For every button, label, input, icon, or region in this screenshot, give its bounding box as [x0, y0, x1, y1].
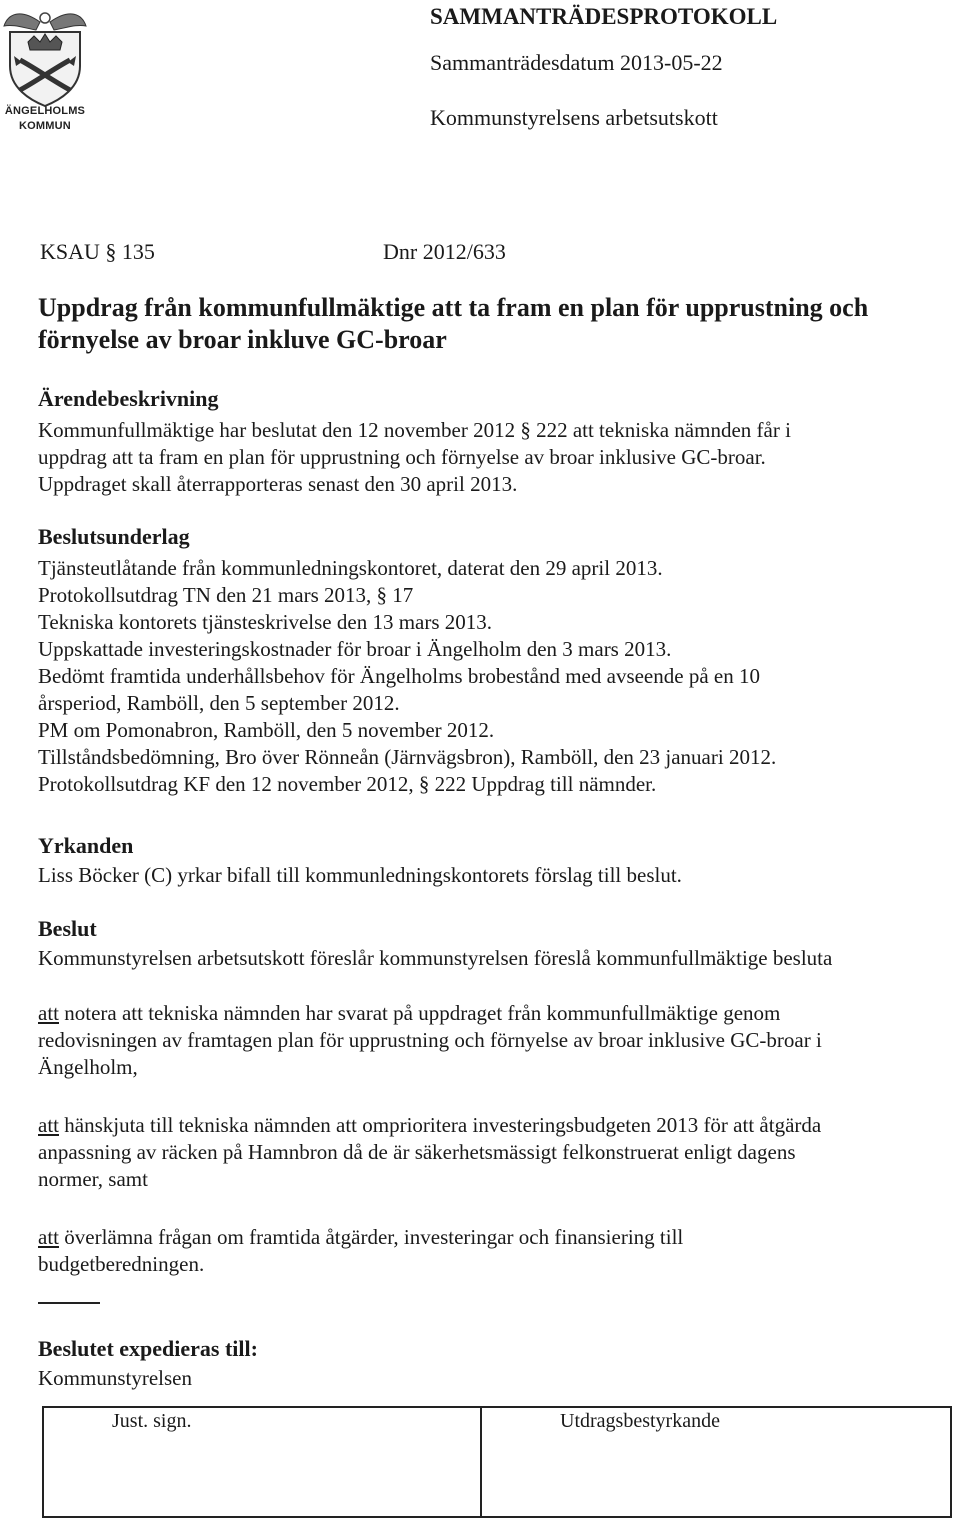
beslut-item-line: Ängelholm, [38, 1055, 138, 1079]
beslut-item-3 [38, 1224, 943, 1278]
yrkanden-text: Liss Böcker (C) yrkar bifall till kommunledningskontorets förslag till beslut. [38, 863, 682, 887]
logo-text [0, 104, 90, 134]
case-number: Dnr 2012/633 [383, 239, 506, 264]
meeting-date: Sammanträdesdatum 2013-05-22 [430, 50, 723, 75]
paragraph-number: KSAU § 135 [40, 239, 155, 264]
section-heading-arende: Ärendebeskrivning [38, 386, 219, 411]
beslut-item-line: normer, samt [38, 1167, 148, 1191]
att-marker: att [38, 1001, 59, 1025]
beslut-item-line: redovisningen av framtagen plan för upprustning och förnyelse av broar inklusive GC-broar i [38, 1028, 822, 1052]
beslut-item-2 [38, 1112, 943, 1193]
underlag-item: Tekniska kontorets tjänsteskrivelse den 13 mars 2013. [38, 610, 493, 634]
section-heading-beslut: Beslut [38, 916, 97, 941]
beslut-item-1 [38, 1000, 943, 1081]
att-marker: att [38, 1113, 59, 1137]
arende-line: uppdrag att ta fram en plan för upprustning och förnyelse av broar inklusive GC-broar. [38, 445, 766, 469]
underlag-item: Tjänsteutlåtande från kommunledningskontoret, daterat den 29 april 2013. [38, 556, 663, 580]
beslut-item-line: notera att tekniska nämnden har svarat på uppdraget från kommunfullmäktige genom [59, 1001, 781, 1025]
underlag-item: årsperiod, Ramböll, den 5 september 2012. [38, 691, 400, 715]
beslut-item-line: överlämna frågan om framtida åtgärder, investeringar och finansiering till [59, 1225, 684, 1249]
document-title: SAMMANTRÄDESPROTOKOLL [430, 4, 778, 29]
case-title-line2: förnyelse av broar inkluve GC-broar [38, 325, 447, 354]
section-heading-yrkanden: Yrkanden [38, 833, 134, 858]
case-title-line1: Uppdrag från kommunfullmäktige att ta fram en plan för upprustning och [38, 293, 869, 322]
att-marker: att [38, 1225, 59, 1249]
beslut-item-line: budgetberedningen. [38, 1252, 205, 1276]
coat-of-arms-icon [0, 4, 90, 108]
signature-utdragsbestyrkande: Utdragsbestyrkande [560, 1410, 720, 1432]
underlag-item: Protokollsutdrag TN den 21 mars 2013, § 17 [38, 583, 414, 607]
underlag-item: Tillståndsbedömning, Bro över Rönneån (Järnvägsbron), Ramböll, den 23 januari 2012. [38, 745, 777, 769]
beslut-intro: Kommunstyrelsen arbetsutskott föreslår kommunstyrelsen föreslå kommunfullmäktige besluta [38, 946, 833, 970]
logo-name-line1: ÄNGELHOLMS [4, 105, 86, 117]
arende-line: Uppdraget skall återrapporteras senast den 30 april 2013. [38, 472, 518, 496]
arende-line: Kommunfullmäktige har beslutat den 12 november 2012 § 222 att tekniska nämnden får i [38, 418, 791, 442]
arende-text [38, 417, 943, 498]
logo-name-line2: KOMMUN [19, 120, 71, 132]
section-heading-expedieras: Beslutet expedieras till: [38, 1336, 258, 1361]
underlag-item: PM om Pomonabron, Ramböll, den 5 november 2012. [38, 718, 495, 742]
underlag-item: Bedömt framtida underhållsbehov för Ängelholms brobestånd med avseende på en 10 [38, 664, 760, 688]
underlag-list [38, 555, 943, 798]
beslut-item-line: anpassning av räcken på Hamnbron då de är säkerhetsmässigt felkonstruerat enligt dagens [38, 1140, 796, 1164]
signature-divider [480, 1406, 482, 1518]
underlag-item: Uppskattade investeringskostnader för broar i Ängelholm den 3 mars 2013. [38, 637, 672, 661]
section-heading-underlag: Beslutsunderlag [38, 524, 190, 549]
expedieras-recipient: Kommunstyrelsen [38, 1366, 192, 1390]
underlag-item: Protokollsutdrag KF den 12 november 2012, § 222 Uppdrag till nämnder. [38, 772, 657, 796]
signature-just-sign: Just. sign. [112, 1410, 192, 1432]
meeting-body: Kommunstyrelsens arbetsutskott [430, 105, 718, 130]
case-title [38, 292, 948, 356]
beslut-item-line: hänskjuta till tekniska nämnden att omprioritera investeringsbudgeten 2013 för att åtgärda [59, 1113, 822, 1137]
divider-line [38, 1302, 100, 1304]
